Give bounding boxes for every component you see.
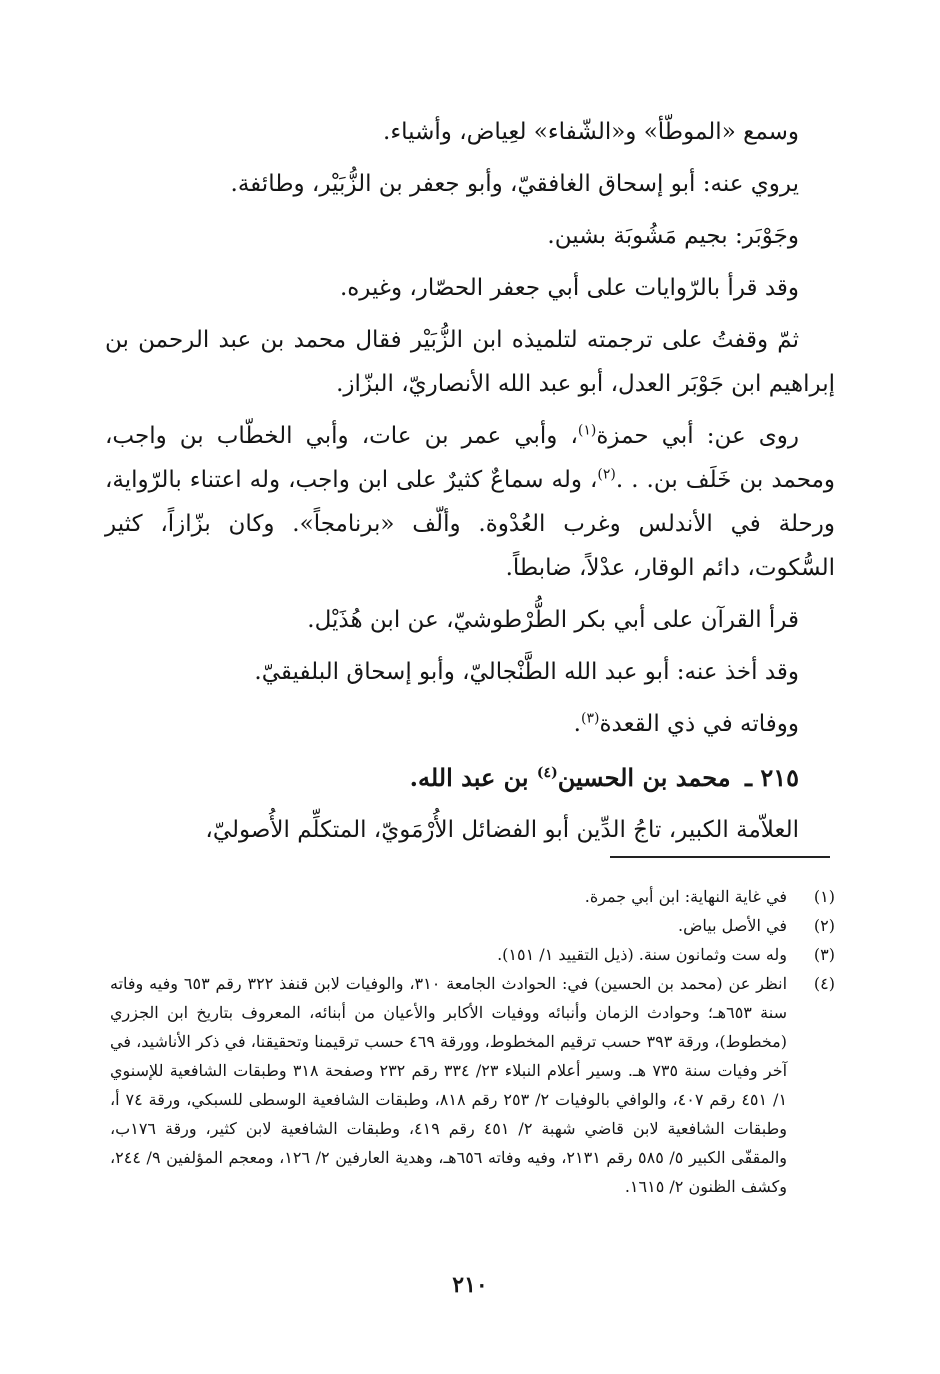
- text-run: روى عن: أبي حمزة: [596, 423, 799, 449]
- footnote-text: وله ست وثمانون سنة. (ذيل التقييد ١/ ١٥١).: [497, 945, 787, 964]
- footnote-ref[interactable]: (٢): [597, 466, 616, 483]
- footnotes: [110, 882, 835, 1201]
- paragraph: العلاّمة الكبير، تاجُ الدِّين أبو الفضائل الأُرْمَويّ، المتكلِّم الأُصوليّ،: [205, 817, 799, 843]
- entry-number: ٢١٥ ـ: [744, 763, 799, 792]
- paragraph: ثمّ وقفتُ على ترجمته لتلميذه ابن الزُّبَيْر فقال محمد بن عبد الرحمن بن إبراهيم ابن جَوْبَر العدل، أبو عبد الله الأنصاريّ، البزّاز.: [105, 327, 835, 397]
- entry-name-rest: بن عبد الله.: [409, 763, 529, 792]
- entry-heading: [105, 754, 835, 802]
- footnote-number: (٣): [813, 945, 835, 964]
- footnote: [110, 969, 835, 1201]
- paragraph: [105, 414, 835, 590]
- text-run: .: [573, 711, 581, 737]
- page-number: ٢١٠: [452, 1272, 488, 1298]
- paragraph: وقد أخذ عنه: أبو عبد الله الطَّنْجاليّ، وأبو إسحاق البلفيقيّ.: [254, 659, 799, 685]
- text-run: ، وأبي عمر بن عات، وأبي الخطّاب بن واجب، ومحمد بن خَلَف بن. . .: [105, 423, 835, 493]
- main-text: [105, 110, 835, 860]
- paragraph: وجَوْبَر: بجيم مَشُوبَة بشين.: [547, 223, 799, 249]
- text-run: ووفاته في ذي القعدة: [599, 711, 799, 737]
- footnote-number: (٢): [813, 916, 835, 935]
- paragraph: وقد قرأ بالرّوايات على أبي جعفر الحصّار، وغيره.: [339, 275, 799, 301]
- footnote-text: في غاية النهاية: ابن أبي جمرة.: [584, 887, 787, 906]
- footnote: [110, 911, 835, 940]
- footnote-text: انظر عن (محمد بن الحسين) في: الحوادث الجامعة ٣١٠، والوفيات لابن قنفذ ٣٢٢ رقم ٦٥٣ وفيه وفاته سنة ٦٥٣هـ؛ وحوادث الزمان وأنبائه ووفيات الأكابر والأعيان من أبنائه، المعروف بتاريخ ابن الجزري (مخطوط)، ورقة ٣٩٣ حسب ترقيم المخطوط، وورقة ٤٦٩ حسب ترقيمنا وتحقيقنا، في ذكر الأناشيد، في آخر وفيات سنة ٧٣٥ هـ. وسير أعلام النبلاء ٢٣/ ٣٣٤ رقم ٢٣٢ وصفحة ٣١٨ وطبقات الشافعية للإسنوي ١/ ٤٥١ رقم ٤٠٧، والوافي بالوفيات ٢/ ٢٥٣ رقم ٨١٨، وطبقات الشافعية الوسطى للسبكي، ورقة ٧٤ أ، وطبقات الشافعية لابن قاضي شهبة ٢/ ٤٥١ رقم ٤١٩، وطبقات الشافعية لابن كثير، ورقة ١٧٦ب، والمقفّى الكبير ٥/ ٥٨٥ رقم ٢١٣١، وفيه وفاته ٦٥٦هـ، وهدية العارفين ٢/ ١٢٦، ومعجم المؤلفين ٩/ ٢٤٤، وكشف الظنون ٢/ ١٦١٥.: [110, 974, 788, 1196]
- footnote-ref[interactable]: (٤): [536, 765, 558, 781]
- footnote-text: في الأصل بياض.: [677, 916, 787, 935]
- footnote: [110, 882, 835, 911]
- paragraph: قرأ القرآن على أبي بكر الطُّرْطوشيّ، عن ابن هُذَيْل.: [307, 607, 799, 633]
- text-run: ، وله سماعٌ كثيرٌ على ابن واجب، وله اعتناء بالرّواية، ورحلة في الأندلس وغرب العُدْوة. وألّف «برنامجاً». وكان بزّازاً، كثير السُّكوت، دائم الوقار، عدْلاً، ضابطاً.: [105, 467, 835, 581]
- footnote: [110, 940, 835, 969]
- entry-name: محمد بن الحسين: [557, 763, 731, 792]
- footnote-number: (١): [813, 887, 835, 906]
- paragraph: وسمع «الموطّأ» و«الشّفاء» لعِياض، وأشياء.: [383, 119, 799, 145]
- footnote-ref[interactable]: (٣): [580, 710, 600, 727]
- footnote-divider: [610, 856, 830, 858]
- paragraph: [105, 702, 835, 746]
- footnote-ref[interactable]: (١): [577, 422, 597, 439]
- paragraph: يروي عنه: أبو إسحاق الغافقيّ، وأبو جعفر بن الزُّبَيْر، وطائفة.: [230, 171, 799, 197]
- footnote-number: (٤): [813, 974, 835, 993]
